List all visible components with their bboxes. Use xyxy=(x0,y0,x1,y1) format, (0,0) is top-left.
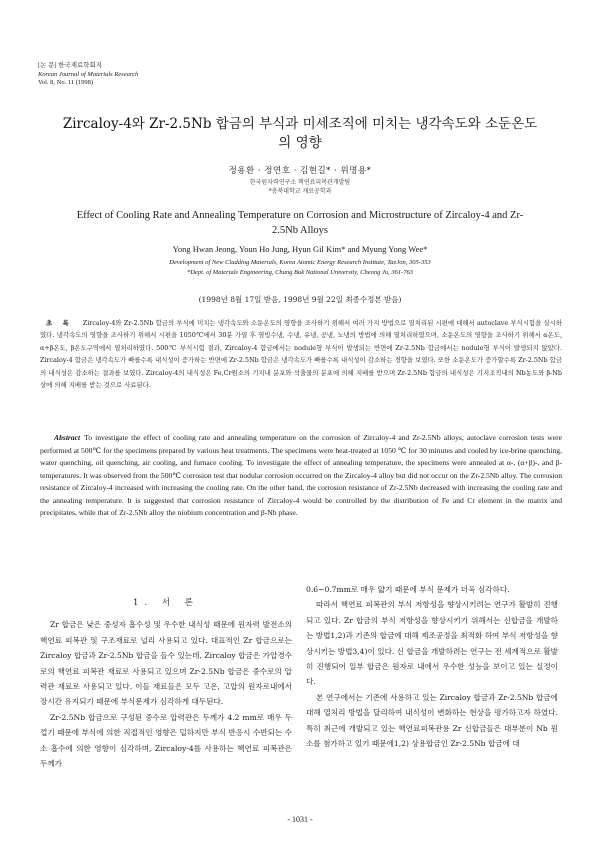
affiliation-1: 한국원자력연구소 핵연료피복관개발팀 xyxy=(249,179,351,186)
abstract-korean xyxy=(40,317,562,391)
body-paragraph: 0.6~0.7mm로 매우 얇기 때문에 부식 문제가 더욱 심각하다. xyxy=(306,585,510,594)
body-left-column xyxy=(40,596,292,771)
journal-name: Korean Journal of Materials Research xyxy=(38,70,139,78)
body-right-column xyxy=(306,582,558,751)
received-dates: (1998년 8월 17일 받음, 1998년 9월 22일 최종수정본 받음) xyxy=(198,295,402,304)
title-english: Effect of Cooling Rate and Annealing Temperature on Corrosion and Microstructure of Zircaloy-4 and Zr-2.5Nb Alloys xyxy=(76,210,524,236)
body-paragraph: Zr 합금은 낮은 중성자 흡수성 및 우수한 내식성 때문에 원자력 발전소의 핵연료 피복관 및 구조재료로 널리 사용되고 있다. 대표적인 Zr 합금으로는 Zircaloy 합금과 Zr-2.5Nb 합금을 들수 있는데, Zircaloy 합금은 가압경수로의 핵연료 피복관 재료로 사용되고 있으며 Zr-2.5Nb 합금은 중수로의 압력관 재료로 사용되고 있다. 이들 재료들은 모두 고온, 고압의 원자로내에서 장시간 유지되기 때문에 부식문제가 심각하게 대두된다. xyxy=(40,620,292,707)
body-paragraph: Zr-2.5Nb 합금으로 구성된 중수로 압력관은 두께가 4.2 mm로 매우 두껍기 때문에 부식에 의한 직접적인 영향은 덜하지만 부식 반응시 수반되는 수소 흡수에 의한 영향이 심각하며, Zircaloy-4를 사용하는 핵연료 피복관은 두께가 xyxy=(40,712,292,769)
abstract-korean-label: 초 록 xyxy=(46,319,73,327)
abstract-english xyxy=(40,432,562,520)
journal-header xyxy=(38,62,138,88)
affiliation-2: *충북대학교 재료공학과 xyxy=(268,188,332,195)
affiliation-en-1: Development of New Cladding Materials, Korea Atomic Energy Research Institute, TaeJon, 305-353 xyxy=(169,259,431,266)
title-korean: Zircaloy-4와 Zr-2.5Nb 합금의 부식과 미세조직에 미치는 냉각속도와 소둔온도의 영향 xyxy=(62,116,538,151)
affiliations-english xyxy=(0,258,600,277)
section-heading-introduction: 1. 서 론 xyxy=(133,598,199,608)
authors-korean: 정용환 · 정연호 · 김현길* · 위명용* xyxy=(228,166,372,176)
abstract-english-label: Abstract xyxy=(54,433,81,442)
body-paragraph: 본 연구에서는 기존에 사용하고 있는 Zircaloy 합금과 Zr-2.5Nb 합금에 대해 열처리 방법을 달리하여 내식성이 변화하는 현상을 평가하고자 하였다. 특히 최근에 개발되고 있는 핵연료피복관용 Zr 신합금들은 대부분이 Nb 원소를 첨가하고 있기 때문에1,2) 상용합금인 Zr-2.5Nb 합금에 대 xyxy=(306,692,558,749)
page-number: - 1031 - xyxy=(287,815,313,824)
abstract-korean-text: Zircaloy-4와 Zr-2.5Nb 합금의 부식에 미치는 냉각속도와 소둔온도의 영향을 조사하기 위해서 여러 가지 방법으로 열처리된 시편에 대해서 autoclave 부식시험을 실시하였다. 냉각속도의 영향을 조사하기 위해서 시편을 1050℃에서 30분 가열 후 염빙수냉, 수냉, 유냉, 공냉, 노냉의 방법에 의해 열처리하였으며, 소둔온도의 영향을 조사하기 위해서 α온도, α+β온도, β온도구역에서 열처리하였다. 500℃ 부식시험 결과, Zircaloy-4 합금에서는 nodule형 부식이 발생되는 반면에 Zr-2.5Nb 합금에서는 nodule형 부식이 발생되지 않았다. Zircaloy-4 합금은 냉각속도가 빠를수록 내식성이 증가하는 반면에 Zr-2.5Nb 합금은 냉각속도가 빠를수록 내식성이 감소하는 경향을 보였다. 또한 소둔온도가 증가할수록 Zr-2.5Nb 합금의 내식성은 감소하는 결과를 보였다. Zircaloy-4의 내식성은 Fe,Cr원소의 기지내 분포와 석출물의 분포에 의해 지배를 받으며 Zr-2.5Nb 합금의 내식성은 기지조직내의 Nb농도와 β-Nb상에 의해 지배를 받는 것으로 사료된다. xyxy=(40,319,563,390)
affiliations-korean xyxy=(0,178,600,196)
affiliation-en-2: *Dept. of Materials Engineering, Chung Buk National University, Cheong Ju, 361-763 xyxy=(186,268,414,276)
journal-volume: Vol. 8, No. 11 (1998) xyxy=(38,79,94,86)
journal-category: [논 문] 한국재료학회지 xyxy=(38,62,103,69)
abstract-english-text: To investigate the effect of cooling rate and annealing temperature on the corrosion of Zircaloy-4 and Zr-2.5Nb alloys, autoclave corrosion tests were performed at 500℃ for the specimens prepared by various heat treatments. The specimens were heat-treated at 1050 ℃ for 30 minutes and cooled by ice-brine quenching, water quenching, oil quenching, air cooling, and furnace cooling. To investigate the effect of annealing temperature, the specimens were annealed at α-, (α+β)-, and β-temperatures. It was observed from the 500℃ corrosion test that nodular corrosion occurred on the Zircaloy-4 alloy but did not occur on the Zr-2.5Nb alloy. The corrosion resistance of Zircaloy-4 increased with increasing the cooling rate. On the other hand, the corrosion resistance of Zr-2.5Nb decreased with increasing the cooling rate and the annealing temperature. It is suggested that corrosion resistance of Zircaloy-4 would be controlled by the distribution of Fe and Cr element in the matrix and precipitates, while that of Zr-2.5Nb alloy the niobium concentration and β-Nb phase. xyxy=(40,433,562,517)
body-paragraph: 따라서 핵연료 피복관의 부식 저항성을 향상시키려는 연구가 활발히 진행되고 있다. Zr 합금의 부식 저항성을 향상시키기 위해서는 신합금을 개발하는 방법1,2)과 기존의 합금에 대해 제조공정을 최적화 하여 부식 저항성을 향상시키는 방법3,4)이 있다. 신 합금을 개발하려는 연구는 전 세계적으로 활발히 진행되어 일부 합금은 원자로 내에서 우수한 성능을 보이고 있는 실정이다. xyxy=(306,600,558,687)
authors-english: Yong Hwan Jeong, Youn Ho Jung, Hyun Gil Kim* and Myung Yong Wee* xyxy=(172,244,428,254)
